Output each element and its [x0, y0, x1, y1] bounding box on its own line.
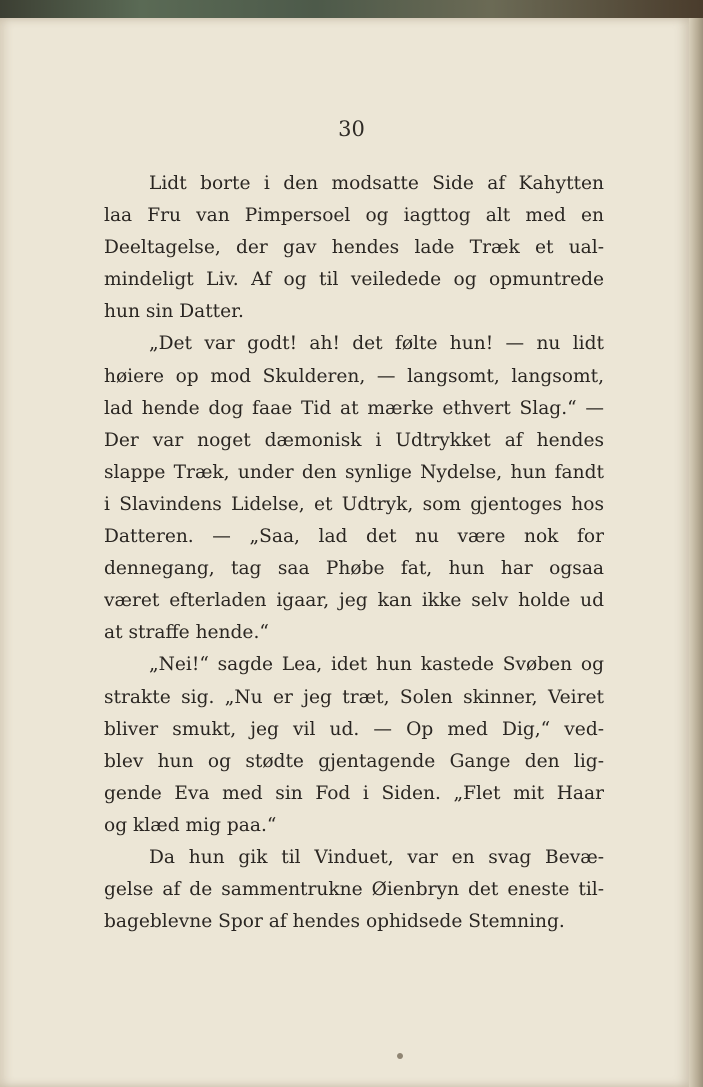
text-line: Deeltagelse, der gav hendes lade Træk et ual- [104, 237, 604, 259]
text-line: gende Eva med sin Fod i Siden. „Flet mit Haar [104, 782, 604, 804]
text-line: lad hende dog faae Tid at mærke ethvert Slag.“ — [104, 397, 604, 419]
text-line: „Det var godt! ah! det følte hun! — nu lidt [149, 333, 604, 355]
text-line: gelse af de sammentrukne Øienbryn det eneste til- [104, 879, 604, 901]
text-line: slappe Træk, under den synlige Nydelse, hun fandt [104, 461, 604, 483]
text-line: hun sin Datter. [104, 301, 244, 323]
text-line: i Slavindens Lidelse, et Udtryk, som gjentoges hos [104, 493, 604, 515]
page-number: 30 [338, 117, 365, 141]
text-line: bageblevne Spor af hendes ophidsede Stemning. [104, 911, 565, 933]
text-line: Der var noget dæmonisk i Udtrykket af hendes [104, 429, 604, 451]
text-line: Da hun gik til Vinduet, var en svag Bevæ- [149, 846, 604, 868]
text-line: Lidt borte i den modsatte Side af Kahytten [149, 173, 604, 194]
text-line: „Nei!“ sagde Lea, idet hun kastede Svøben og [149, 654, 604, 676]
text-line: at straffe hende.“ [104, 622, 269, 644]
body-text [104, 168, 604, 938]
text-line: blev hun og stødte gjentagende Gange den lig- [104, 750, 604, 772]
text-line: høiere op mod Skulderen, — langsomt, langsomt, [104, 365, 604, 387]
text-line: og klæd mig paa.“ [104, 814, 277, 836]
text-line: bliver smukt, jeg vil ud. — Op med Dig,“ ved- [104, 718, 604, 740]
page-speck [397, 1053, 403, 1059]
text-line: Datteren. — „Saa, lad det nu være nok for [104, 526, 604, 548]
text-line: dennegang, tag saa Phøbe fat, hun har ogsaa [104, 558, 604, 580]
text-line: mindeligt Liv. Af og til veiledede og opmuntrede [104, 269, 604, 291]
text-line: været efterladen igaar, jeg kan ikke selv holde ud [104, 590, 604, 612]
page-gutter-edge [689, 18, 703, 1087]
text-line: strakte sig. „Nu er jeg træt, Solen skinner, Veiret [104, 686, 604, 708]
text-line: laa Fru van Pimpersoel og iagttog alt med en [104, 205, 604, 227]
